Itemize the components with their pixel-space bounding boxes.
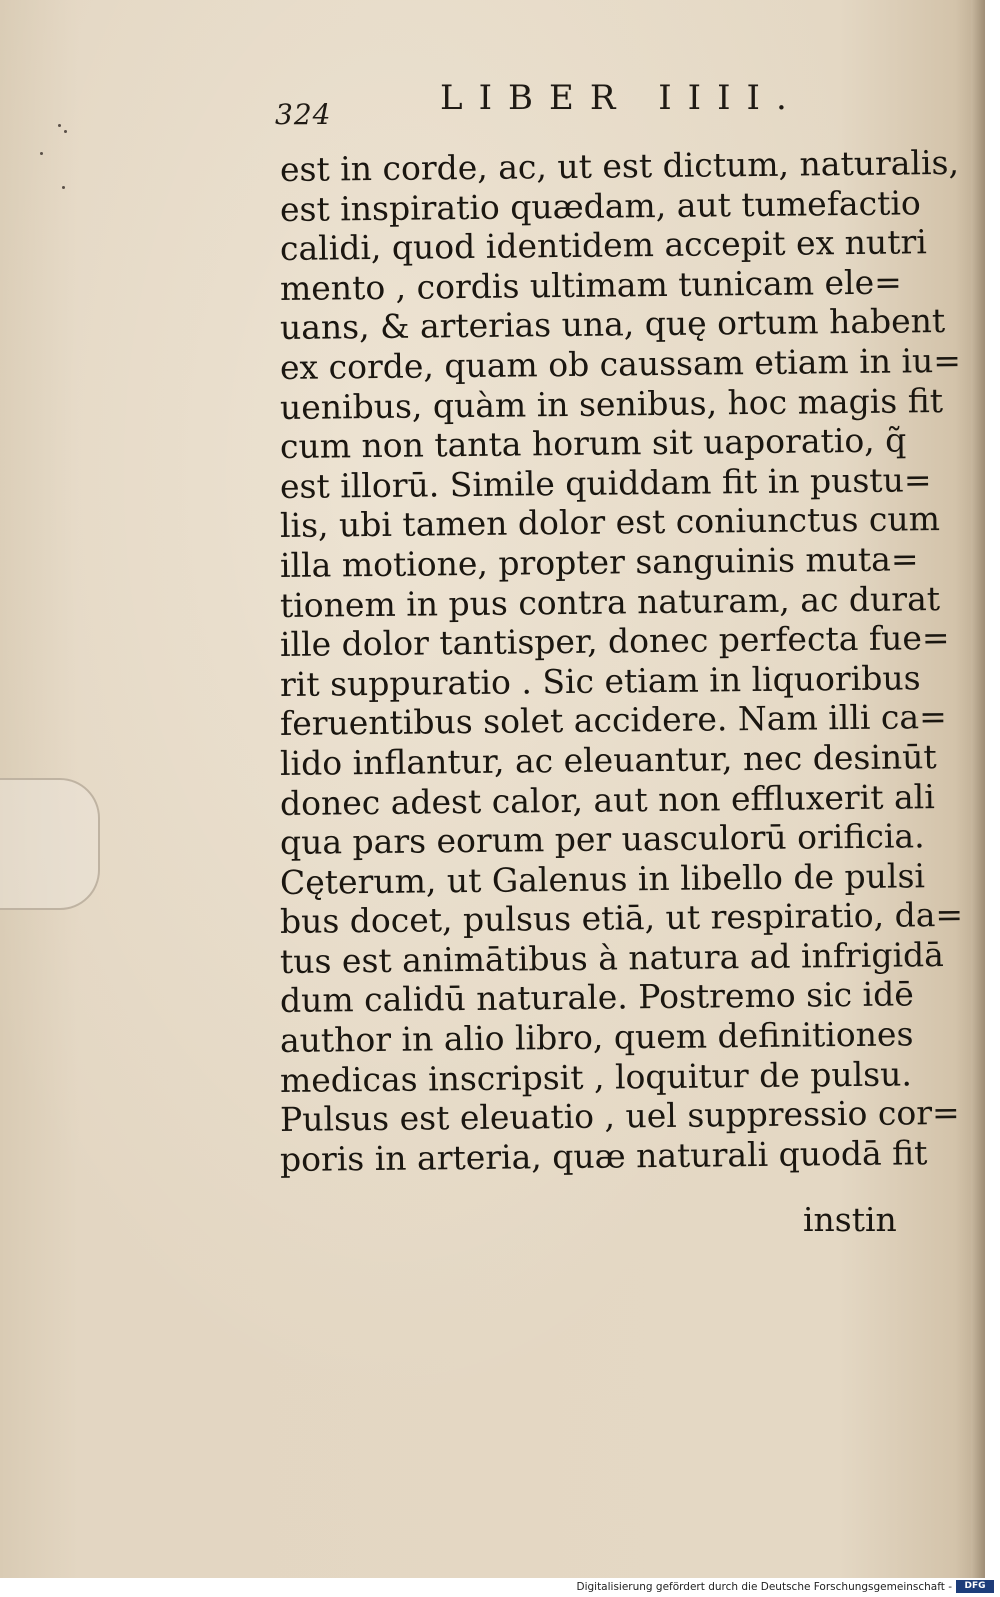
text-line: bus docet, pulsus etiā, ut respiratio, da=: [279, 895, 964, 942]
page-edge: [971, 0, 985, 1578]
text-line: Pulsus est eleuatio , uel suppressio cor=: [279, 1093, 960, 1140]
footer-credit: Digitalisierung gefördert durch die Deutsche Forschungsgemeinschaft -: [576, 1581, 952, 1593]
ink-speck: [62, 186, 65, 189]
dfg-logo: DFG: [956, 1580, 994, 1593]
text-line: est illorū. Simile quiddam fit in pustu=: [279, 459, 932, 506]
text-line: author in alio libro, quem definitiones: [279, 1014, 914, 1061]
catchword: instin: [803, 1200, 897, 1239]
text-line: tus est animātibus à natura ad infrigidā: [279, 934, 945, 981]
text-line: Cęterum, ut Galenus in libello de pulsi: [279, 855, 926, 902]
text-line: est in corde, ac, ut est dictum, naturalis,: [279, 142, 960, 189]
text-line: dum calidū naturale. Postremo sic idē: [279, 974, 914, 1021]
text-line: cum non tanta horum sit uaporatio, q̃: [279, 420, 907, 467]
text-line: uenibus, quàm in senibus, hoc magis fit: [279, 380, 944, 427]
ink-speck: [40, 152, 43, 155]
text-line: tionem in pus contra naturam, ac durat: [279, 578, 941, 625]
text-line: ille dolor tantisper, donec perfecta fue=: [279, 618, 950, 665]
text-line: calidi, quod identidem accepit ex nutri: [279, 222, 927, 269]
text-line: lis, ubi tamen dolor est coniunctus cum: [279, 499, 941, 546]
text-line: rit suppuratio . Sic etiam in liquoribus: [279, 658, 921, 704]
text-line: donec adest calor, aut non effluxerit ali: [279, 776, 935, 823]
text-line: feruentibus solet accidere. Nam illi ca=: [279, 697, 947, 744]
text-line: lido inflantur, ac eleuantur, nec desinūt: [279, 737, 937, 783]
text-line: medicas inscripsit , loquitur de pulsu.: [279, 1054, 913, 1100]
ink-speck: [64, 130, 67, 133]
running-title: LIBER IIII.: [440, 78, 803, 118]
text-line: ex corde, quam ob caussam etiam in iu=: [279, 340, 962, 387]
page-tab-outline: [0, 778, 100, 910]
text-line: uans, & arterias una, quę ortum habent: [279, 301, 946, 348]
page-number: 324: [275, 98, 332, 131]
body-text: [279, 142, 964, 1179]
ink-speck: [58, 124, 61, 127]
text-line: illa motione, propter sanguinis muta=: [279, 539, 919, 585]
text-line: poris in arteria, quæ naturali quodā fit: [279, 1133, 928, 1179]
text-line: qua pars eorum per uasculorū orificia.: [279, 816, 925, 863]
text-line: mento , cordis ultimam tunicam ele=: [279, 262, 902, 308]
text-line: est inspiratio quædam, aut tumefactio: [279, 182, 921, 229]
page-header: [275, 78, 875, 131]
